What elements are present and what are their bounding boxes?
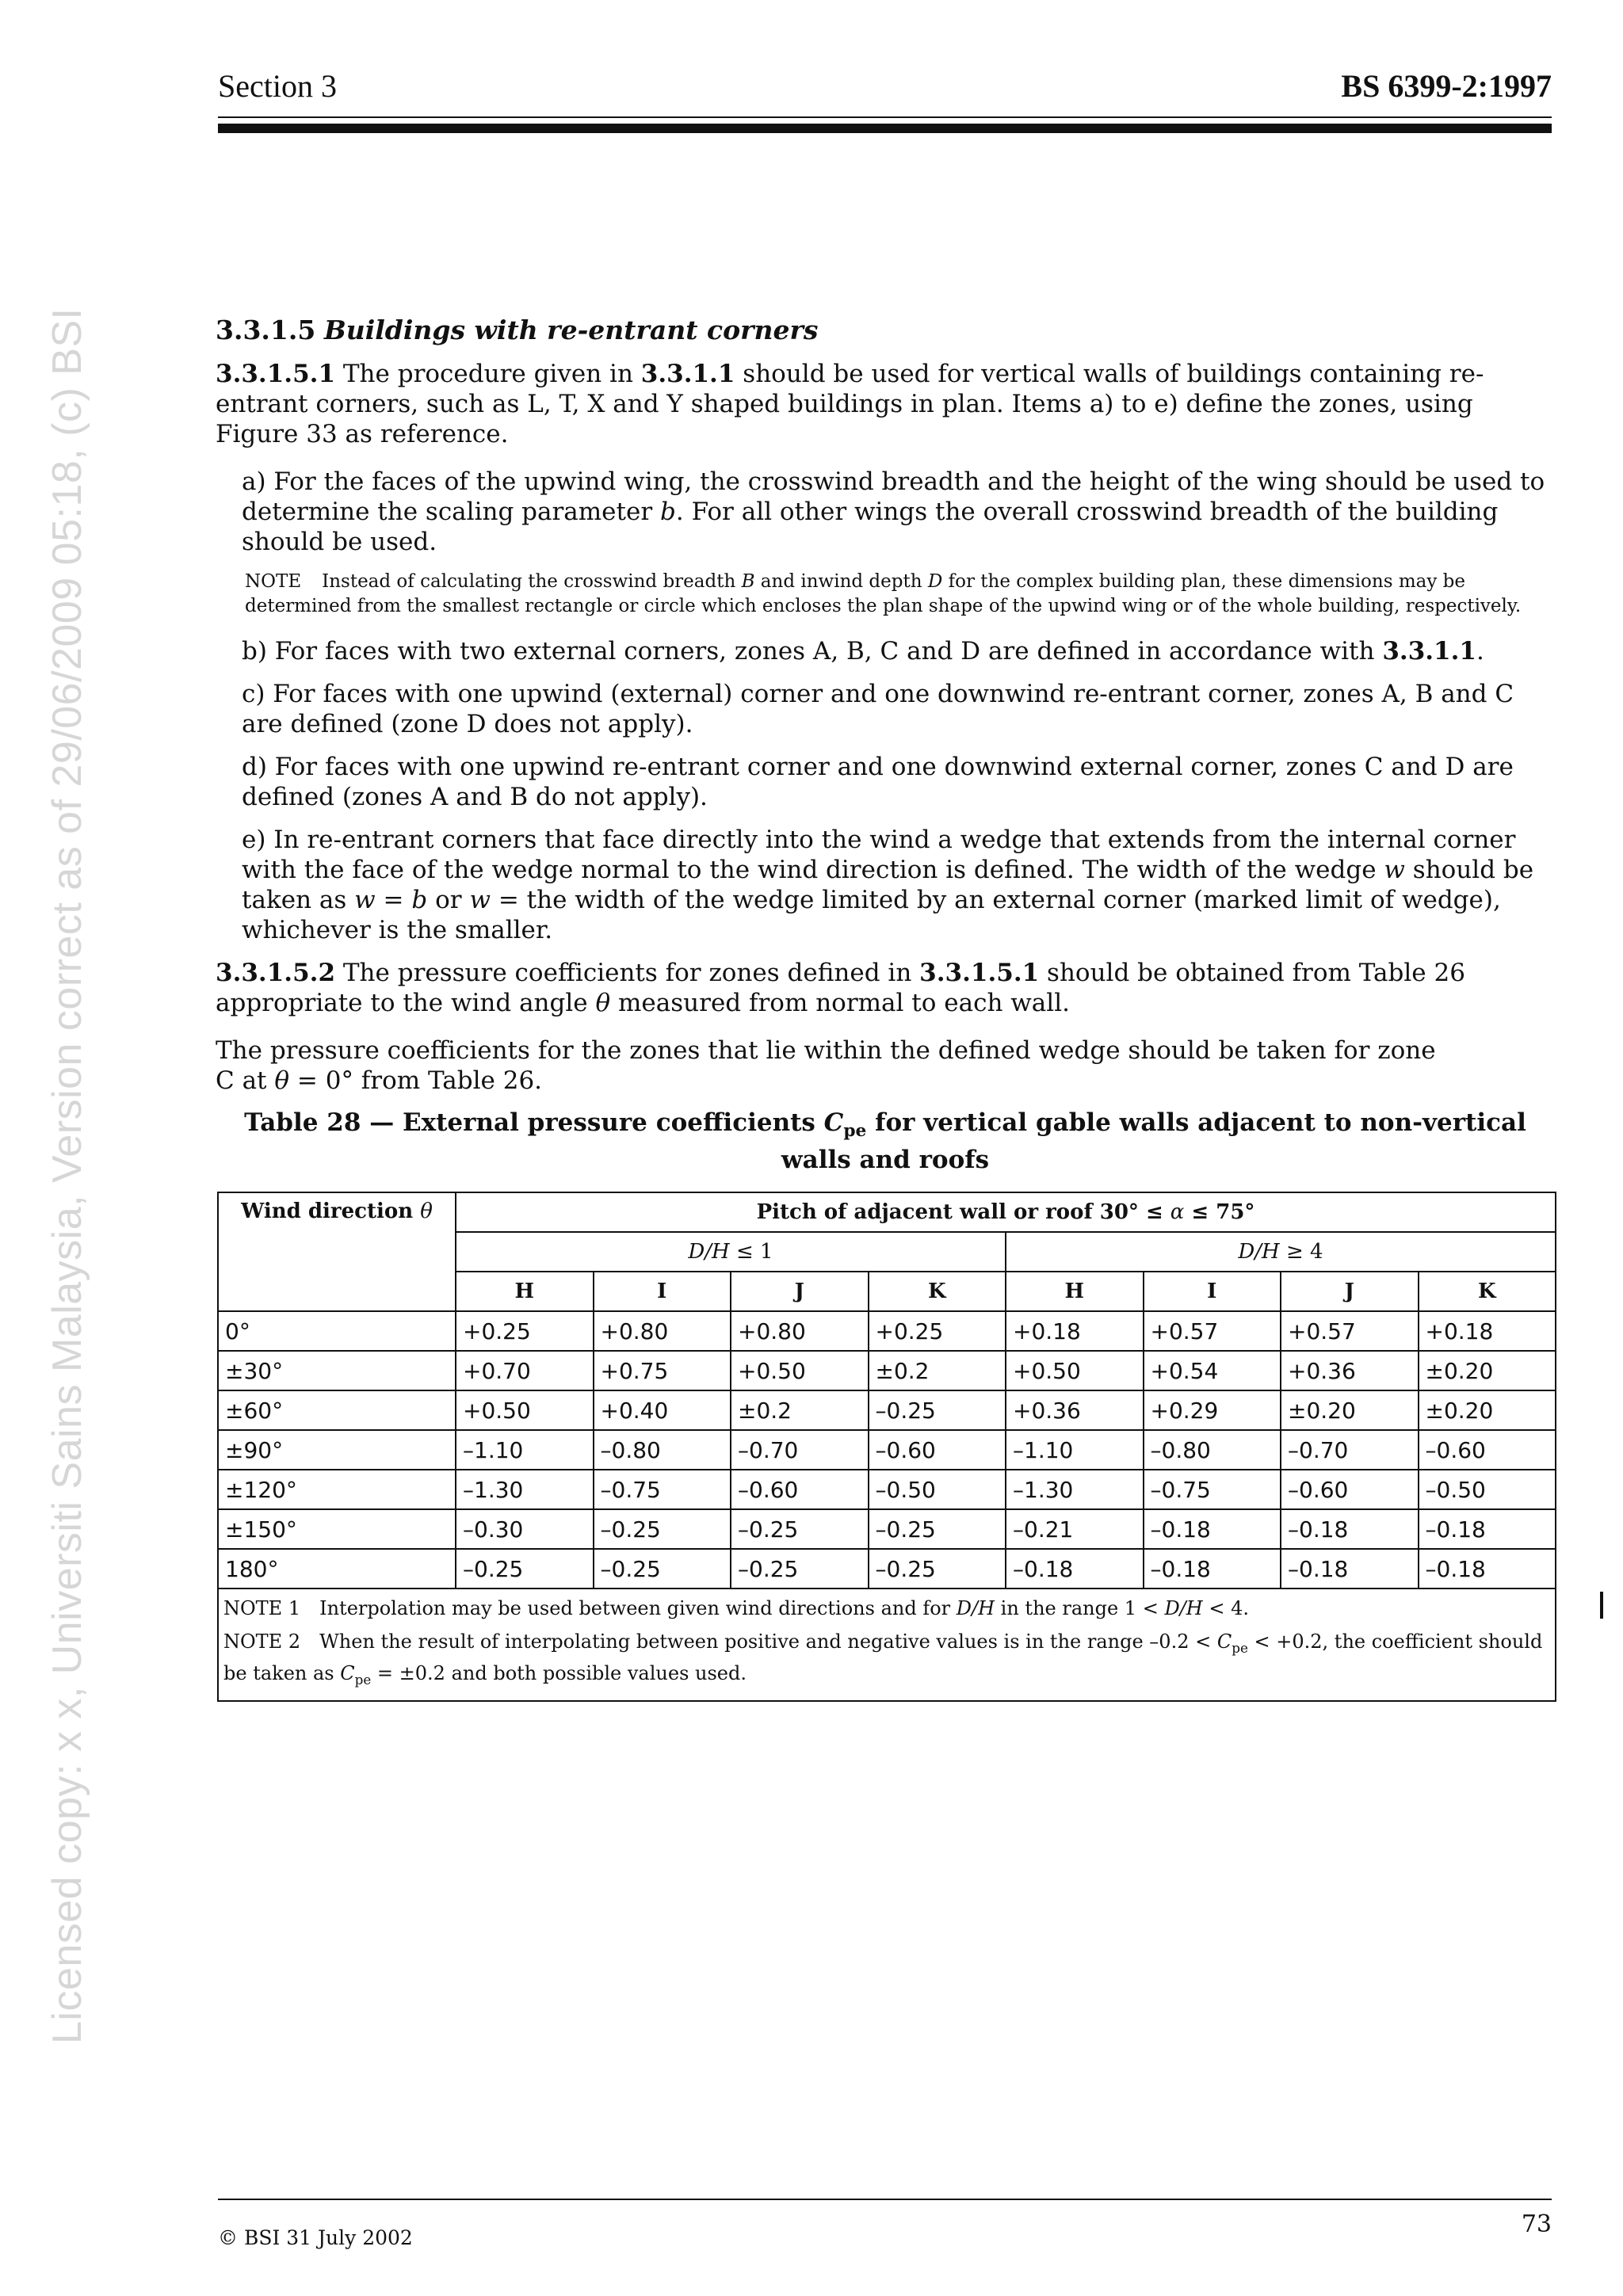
column-header: I	[1144, 1272, 1281, 1311]
coefficient-cell: –0.18	[1006, 1549, 1144, 1589]
section-label: Section 3	[218, 68, 337, 104]
coefficient-cell: –0.18	[1144, 1509, 1281, 1549]
coefficient-cell: –0.25	[869, 1509, 1006, 1549]
coefficient-cell: +0.40	[594, 1390, 731, 1430]
clause-3-3-1-5-1: 3.3.1.5.1 The procedure given in 3.3.1.1 should be used for vertical walls of buildings containing re-entrant corners, such as L, T, X and Y shaped buildings in plan. Items a) to e) define the zones, using Figure 33 as reference.	[216, 360, 1484, 448]
copyright: © BSI 31 July 2002	[218, 2226, 413, 2249]
coefficient-cell: –0.75	[1144, 1470, 1281, 1509]
coefficient-cell: +0.80	[594, 1311, 731, 1351]
coefficient-cell: ±0.2	[731, 1390, 869, 1430]
coefficient-cell: +0.25	[456, 1311, 594, 1351]
coefficient-cell: –0.18	[1144, 1549, 1281, 1589]
coefficient-cell: –0.60	[1281, 1470, 1419, 1509]
coefficient-cell: –0.18	[1281, 1509, 1419, 1549]
column-header: J	[731, 1272, 869, 1311]
coefficient-cell: –0.18	[1281, 1549, 1419, 1589]
column-header: K	[869, 1272, 1006, 1311]
item-b: b) For faces with two external corners, zones A, B, C and D are defined in accordance with 3.3.1.1.	[242, 637, 1484, 666]
coefficient-cell: –1.10	[456, 1430, 594, 1470]
coefficient-cell: +0.70	[456, 1351, 594, 1390]
table-row	[218, 1509, 1556, 1549]
note-a: NOTE Instead of calculating the crosswind breadth B and inwind depth D for the complex building plan, these dimensions may be determined from the smallest rectangle or circle which encloses the plan shape of the upwind wing or of the whole building, respectively.	[245, 571, 1522, 616]
column-header: K	[1419, 1272, 1556, 1311]
coefficient-cell: +0.18	[1006, 1311, 1144, 1351]
coefficient-cell: ±0.2	[869, 1351, 1006, 1390]
coefficient-cell: +0.54	[1144, 1351, 1281, 1390]
table-notes	[218, 1589, 1556, 1701]
coefficient-cell: –0.80	[594, 1430, 731, 1470]
coefficient-cell: ±0.20	[1419, 1390, 1556, 1430]
coefficient-cell: +0.57	[1281, 1311, 1419, 1351]
coefficient-cell: +0.18	[1419, 1311, 1556, 1351]
coefficient-cell: –0.25	[731, 1549, 869, 1589]
wind-direction-cell: 180°	[218, 1549, 456, 1589]
coefficient-cell: –0.25	[594, 1549, 731, 1589]
item-c: c) For faces with one upwind (external) corner and one downwind re-entrant corner, zones A, B and C are defined (zone D does not apply).	[242, 680, 1514, 738]
coefficient-cell: –0.25	[731, 1509, 869, 1549]
coefficient-cell: –0.25	[869, 1390, 1006, 1430]
coefficient-cell: –0.75	[594, 1470, 731, 1509]
license-watermark: Licensed copy: x x, Universiti Sains Malaysia, Version correct as of 29/06/2009 05:18, (c) BSI	[44, 307, 90, 2044]
group-header-dh-le-1: D/H ≤ 1	[456, 1232, 1006, 1272]
clause-3-3-1-5-2: 3.3.1.5.2 The pressure coefficients for zones defined in 3.3.1.5.1 should be obtained from Table 26 appropriate to the wind angle θ measured from normal to each wall.	[216, 959, 1465, 1017]
wind-direction-cell: ±150°	[218, 1509, 456, 1549]
coefficient-cell: +0.36	[1006, 1390, 1144, 1430]
coefficient-cell: –0.25	[869, 1549, 1006, 1589]
clause-heading: 3.3.1.5 Buildings with re-entrant corners	[216, 315, 819, 345]
wind-direction-cell: ±30°	[218, 1351, 456, 1390]
coefficient-cell: –0.80	[1144, 1430, 1281, 1470]
coefficient-cell: –1.10	[1006, 1430, 1144, 1470]
coefficient-cell: +0.80	[731, 1311, 869, 1351]
coefficient-cell: –0.60	[731, 1470, 869, 1509]
coefficient-cell: –0.18	[1419, 1549, 1556, 1589]
table-row	[218, 1390, 1556, 1430]
coefficient-cell: ±0.20	[1281, 1390, 1419, 1430]
coefficient-cell: +0.50	[1006, 1351, 1144, 1390]
coefficient-cell: –0.30	[456, 1509, 594, 1549]
wind-direction-cell: ±90°	[218, 1430, 456, 1470]
page-number: 73	[1521, 2210, 1552, 2238]
pressure-coefficient-table	[217, 1192, 1556, 1702]
coefficient-cell: +0.36	[1281, 1351, 1419, 1390]
pitch-header: Pitch of adjacent wall or roof 30° ≤ α ≤ 75°	[456, 1192, 1556, 1232]
table-row	[218, 1430, 1556, 1470]
coefficient-cell: –1.30	[1006, 1470, 1144, 1509]
coefficient-cell: –0.70	[731, 1430, 869, 1470]
footer-rule	[218, 2199, 1552, 2200]
table-note-2: NOTE 2 When the result of interpolating between positive and negative values is in the range $-0.2 < C_{pe} < +0.2$, the coefficient should be taken as $C_{pe} = \pm 0.2$ and both possible values used.	[223, 1630, 1543, 1688]
coefficient-cell: ±0.20	[1419, 1351, 1556, 1390]
item-a: a) For the faces of the upwind wing, the crosswind breadth and the height of the wing should be used to determine the scaling parameter b. For all other wings the overall crosswind breadth of the building should be used.	[242, 467, 1545, 556]
coefficient-cell: –0.18	[1419, 1509, 1556, 1549]
coefficient-cell: +0.57	[1144, 1311, 1281, 1351]
wind-direction-header: Wind direction θ	[218, 1192, 456, 1311]
table-row	[218, 1549, 1556, 1589]
item-e: e) In re-entrant corners that face directly into the wind a wedge that extends from the internal corner with the face of the wedge normal to the wind direction is defined. The width of the wedge w should be taken as w = b or w = the width of the wedge limited by an external corner (marked limit of wedge), whichever is the smaller.	[242, 826, 1534, 944]
coefficient-cell: –0.60	[869, 1430, 1006, 1470]
standard-number: BS 6399-2:1997	[1341, 68, 1552, 104]
column-header: H	[1006, 1272, 1144, 1311]
table-row	[218, 1470, 1556, 1509]
column-header: I	[594, 1272, 731, 1311]
coefficient-cell: –0.50	[869, 1470, 1006, 1509]
change-bar	[1600, 1592, 1603, 1619]
coefficient-cell: –0.70	[1281, 1430, 1419, 1470]
wind-direction-cell: ±60°	[218, 1390, 456, 1430]
wedge-paragraph: The pressure coefficients for the zones that lie within the defined wedge should be taken for zone C at θ = 0° from Table 26.	[216, 1036, 1436, 1095]
coefficient-cell: +0.25	[869, 1311, 1006, 1351]
header-rule-thin	[218, 116, 1552, 118]
header-rule-thick	[218, 124, 1552, 133]
coefficient-cell: –0.25	[456, 1549, 594, 1589]
coefficient-cell: –0.60	[1419, 1430, 1556, 1470]
wind-direction-cell: 0°	[218, 1311, 456, 1351]
coefficient-cell: +0.75	[594, 1351, 731, 1390]
wind-direction-cell: ±120°	[218, 1470, 456, 1509]
group-header-dh-ge-4: D/H ≥ 4	[1006, 1232, 1556, 1272]
table-note-1: NOTE 1 Interpolation may be used between given wind directions and for D/H in the range 1 < D/H < 4.	[223, 1597, 1249, 1620]
item-d: d) For faces with one upwind re-entrant corner and one downwind external corner, zones C and D are defined (zones A and B do not apply).	[242, 753, 1514, 811]
coefficient-cell: +0.29	[1144, 1390, 1281, 1430]
table-row	[218, 1351, 1556, 1390]
coefficient-cell: –0.25	[594, 1509, 731, 1549]
coefficient-cell: –0.50	[1419, 1470, 1556, 1509]
coefficient-cell: +0.50	[456, 1390, 594, 1430]
column-header: H	[456, 1272, 594, 1311]
table-caption: Table 28 — External pressure coefficients $C_{pe}$ for vertical gable walls adjacent to non-vertical walls and roofs	[244, 1108, 1526, 1175]
coefficient-cell: +0.50	[731, 1351, 869, 1390]
table-row	[218, 1311, 1556, 1351]
coefficient-cell: –0.21	[1006, 1509, 1144, 1549]
page-body	[216, 313, 1555, 1702]
coefficient-cell: –1.30	[456, 1470, 594, 1509]
column-header: J	[1281, 1272, 1419, 1311]
